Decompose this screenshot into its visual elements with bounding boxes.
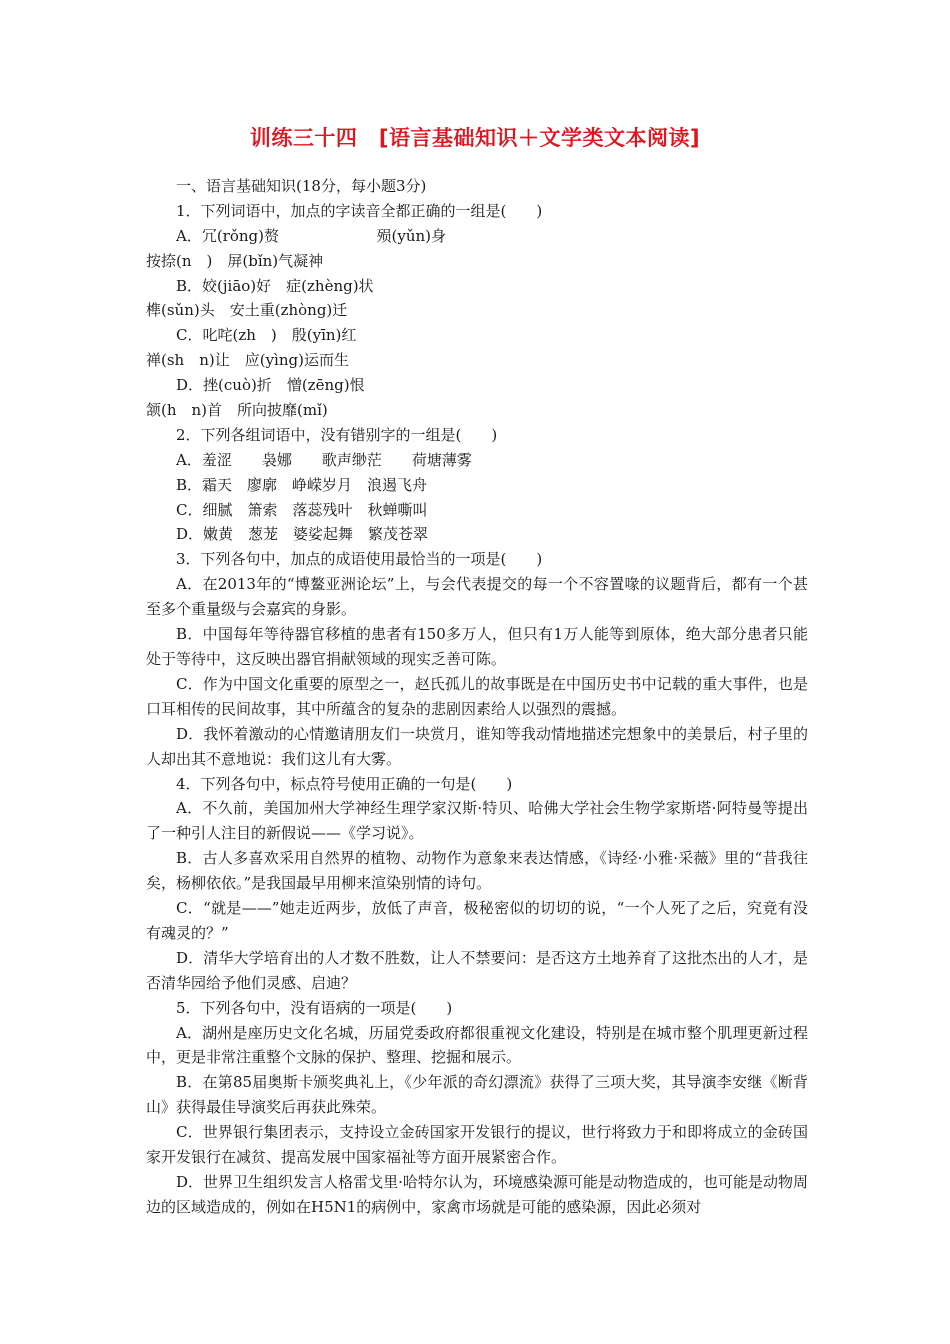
option-paragraph: C．“就是——”她走近两步，放低了声音，极秘密似的切切的说，“一个人死了之后，究竟有没有魂灵的？” bbox=[146, 899, 808, 942]
option-line: 禅(sh n)让 应(yìng)运而生 bbox=[146, 351, 349, 370]
option-paragraph: D．清华大学培育出的人才数不胜数，让人不禁要问：是否这方土地养育了这批杰出的人才，是否清华园给予他们灵感、启迪？ bbox=[146, 948, 808, 992]
option-line: 颔(h n)首 所向披靡(mǐ) bbox=[146, 401, 328, 420]
option-paragraph: A．在2013年的“博鳌亚洲论坛”上，与会代表提交的每一个不容置喙的议题背后，都有一个甚至多个重量级与会嘉宾的身影。 bbox=[146, 575, 808, 619]
option-line: 按捺(n ) 屏(bǐn)气凝神 bbox=[146, 251, 324, 270]
question-stem: 1．下列词语中，加点的字读音全都正确的一组是( ) bbox=[176, 201, 543, 220]
option-paragraph: D．世界卫生组织发言人格雷戈里·哈特尔认为，环境感染源可能是动物造成的，也可能是动物周边的区域造成的，例如在H5N1的病例中，家禽市场就是可能的感染源，因此必须对 bbox=[146, 1172, 808, 1216]
option-line: A．羞涩 袅娜 歌声缈茫 荷塘薄雾 bbox=[176, 450, 472, 469]
option-line: B．姣(jiāo)好 症(zhèng)状 bbox=[176, 276, 374, 295]
option-line: 榫(sǔn)头 安土重(zhòng)迁 bbox=[146, 301, 348, 320]
option-paragraph: B．古人多喜欢采用自然界的植物、动物作为意象来表达情感，《诗经·小雅·采薇》里的“昔我往矣，杨柳依依。”是我国最早用柳来渲染别情的诗句。 bbox=[146, 849, 808, 893]
page-title: 训练三十四 [语言基础知识＋文学类文本阅读] bbox=[249, 126, 701, 150]
question-stem: 2．下列各组词语中，没有错别字的一组是( ) bbox=[176, 425, 498, 444]
question-stem: 4．下列各句中，标点符号使用正确的一句是( ) bbox=[176, 774, 513, 793]
option-paragraph: D．我怀着激动的心情邀请朋友们一块赏月，谁知等我动情地描述完想象中的美景后，村子里的人却出其不意地说：我们这儿有大雾。 bbox=[146, 724, 808, 768]
question-stem: 3．下列各句中，加点的成语使用最恰当的一项是( ) bbox=[176, 550, 543, 569]
option-line: C．叱咤(zh ) 殷(yīn)红 bbox=[176, 326, 357, 345]
option-paragraph: A．不久前，美国加州大学神经生理学家汉斯·特贝、哈佛大学社会生物学家斯塔·阿特曼等提出了一种引人注目的新假说——《学习说》。 bbox=[146, 799, 808, 843]
option-paragraph: C．作为中国文化重要的原型之一，赵氏孤儿的故事既是在中国历史书中记载的重大事件，也是口耳相传的民间故事，其中所蕴含的复杂的悲剧因素给人以强烈的震撼。 bbox=[146, 674, 808, 718]
option-line: C．细腻 箫索 落蕊残叶 秋蝉嘶叫 bbox=[176, 500, 428, 519]
option-paragraph: B．在第85届奥斯卡颁奖典礼上，《少年派的奇幻漂流》获得了三项大奖，其导演李安继《断背山》获得最佳导演奖后再获此殊荣。 bbox=[146, 1073, 808, 1117]
option-line: B．霜天 廖廓 峥嵘岁月 浪遏飞舟 bbox=[176, 475, 428, 494]
section-heading: 一、语言基础知识(18分，每小题3分) bbox=[176, 177, 427, 195]
option-paragraph: C．世界银行集团表示，支持设立金砖国家开发银行的提议，世行将致力于和即将成立的金砖国家开发银行在减贫、提高发展中国家福祉等方面开展紧密合作。 bbox=[146, 1123, 808, 1167]
option-line: A．冗(rǒng)赘 殒(yǔn)身 bbox=[176, 226, 447, 245]
option-line: D．挫(cuò)折 憎(zēng)恨 bbox=[176, 376, 365, 395]
document-body bbox=[146, 174, 808, 1220]
option-line: D．嫩黄 葱茏 婆娑起舞 繁茂苍翠 bbox=[176, 525, 429, 544]
option-paragraph: A．湖州是座历史文化名城，历届党委政府都很重视文化建设，特别是在城市整个肌理更新过程中，更是非常注重整个文脉的保护、整理、挖掘和展示。 bbox=[146, 1023, 808, 1067]
option-paragraph: B．中国每年等待器官移植的患者有150多万人，但只有1万人能等到原体，绝大部分患者只能处于等待中，这反映出器官捐献领域的现实乏善可陈。 bbox=[146, 625, 808, 668]
question-stem: 5．下列各句中，没有语病的一项是( ) bbox=[176, 998, 453, 1017]
